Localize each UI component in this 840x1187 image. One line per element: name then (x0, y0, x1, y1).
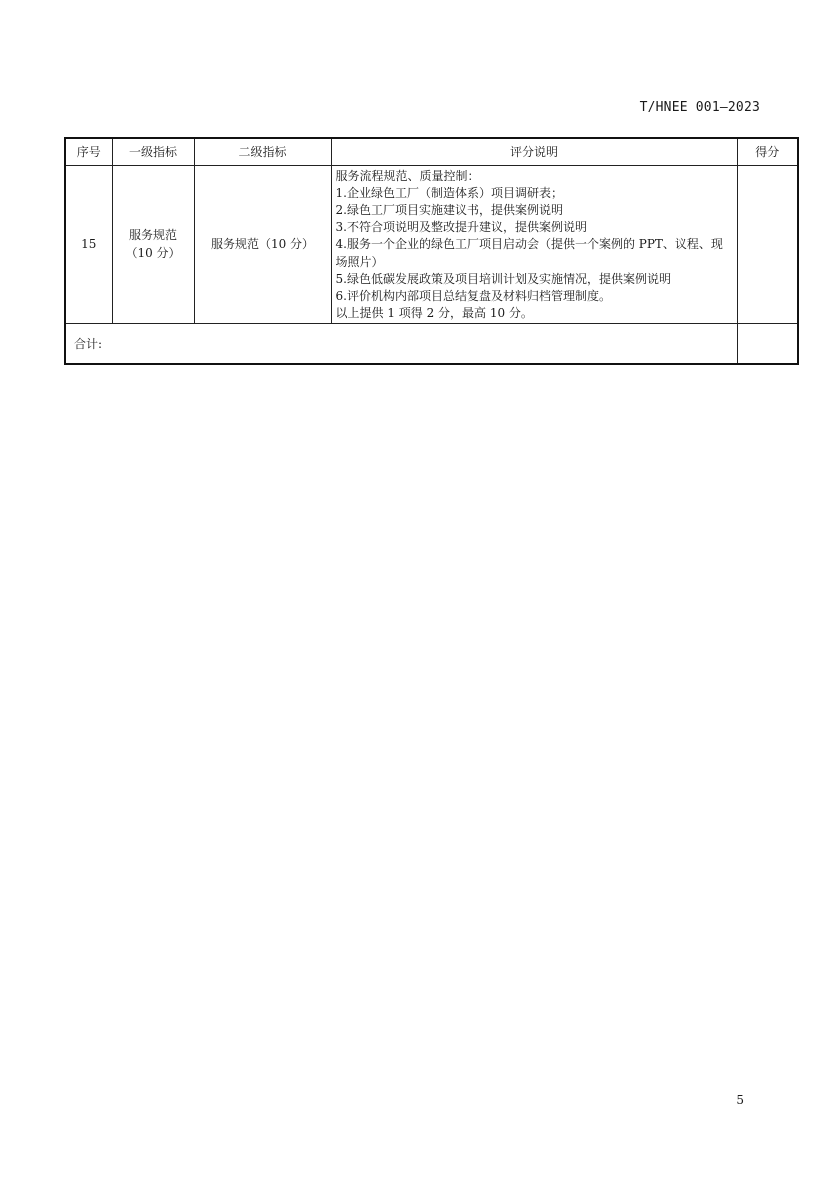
column-header-level2: 二级指标 (194, 138, 331, 165)
column-header-seq: 序号 (65, 138, 112, 165)
description-item-3: 3.不符合项说明及整改提升建议，提供案例说明 (335, 220, 587, 235)
description-item-2: 2.绿色工厂项目实施建议书，提供案例说明 (335, 202, 563, 217)
column-header-score: 得分 (737, 138, 798, 165)
description-scoring-rule: 以上提供 1 项得 2 分，最高 10 分。 (335, 306, 533, 321)
description-intro: 服务流程规范、质量控制： (335, 168, 480, 183)
table-header-row (65, 138, 798, 165)
total-label: 合计: (65, 323, 737, 364)
description-item-5: 5.绿色低碳发展政策及项目培训计划及实施情况，提供案例说明 (335, 271, 671, 286)
page-number: 5 (736, 1093, 744, 1107)
total-row (65, 323, 798, 364)
level1-name: 服务规范 (128, 228, 177, 242)
cell-level2: 服务规范（10 分） (194, 165, 331, 323)
cell-level1 (112, 165, 194, 323)
cell-description (331, 165, 737, 323)
document-id: T/HNEE 001—2023 (639, 100, 760, 115)
scoring-table (64, 137, 799, 365)
total-score (737, 323, 798, 364)
level1-points: （10 分） (125, 246, 181, 260)
cell-seq: 15 (65, 165, 112, 323)
description-item-6: 6.评价机构内部项目总结复盘及材料归档管理制度。 (335, 288, 611, 303)
column-header-level1: 一级指标 (112, 138, 194, 165)
table-row (65, 165, 798, 323)
description-item-4: 4.服务一个企业的绿色工厂项目启动会（提供一个案例的 PPT、议程、现场照片） (335, 237, 723, 269)
column-header-description: 评分说明 (331, 138, 737, 165)
description-item-1: 1.企业绿色工厂（制造体系）项目调研表； (335, 185, 563, 200)
cell-score (737, 165, 798, 323)
